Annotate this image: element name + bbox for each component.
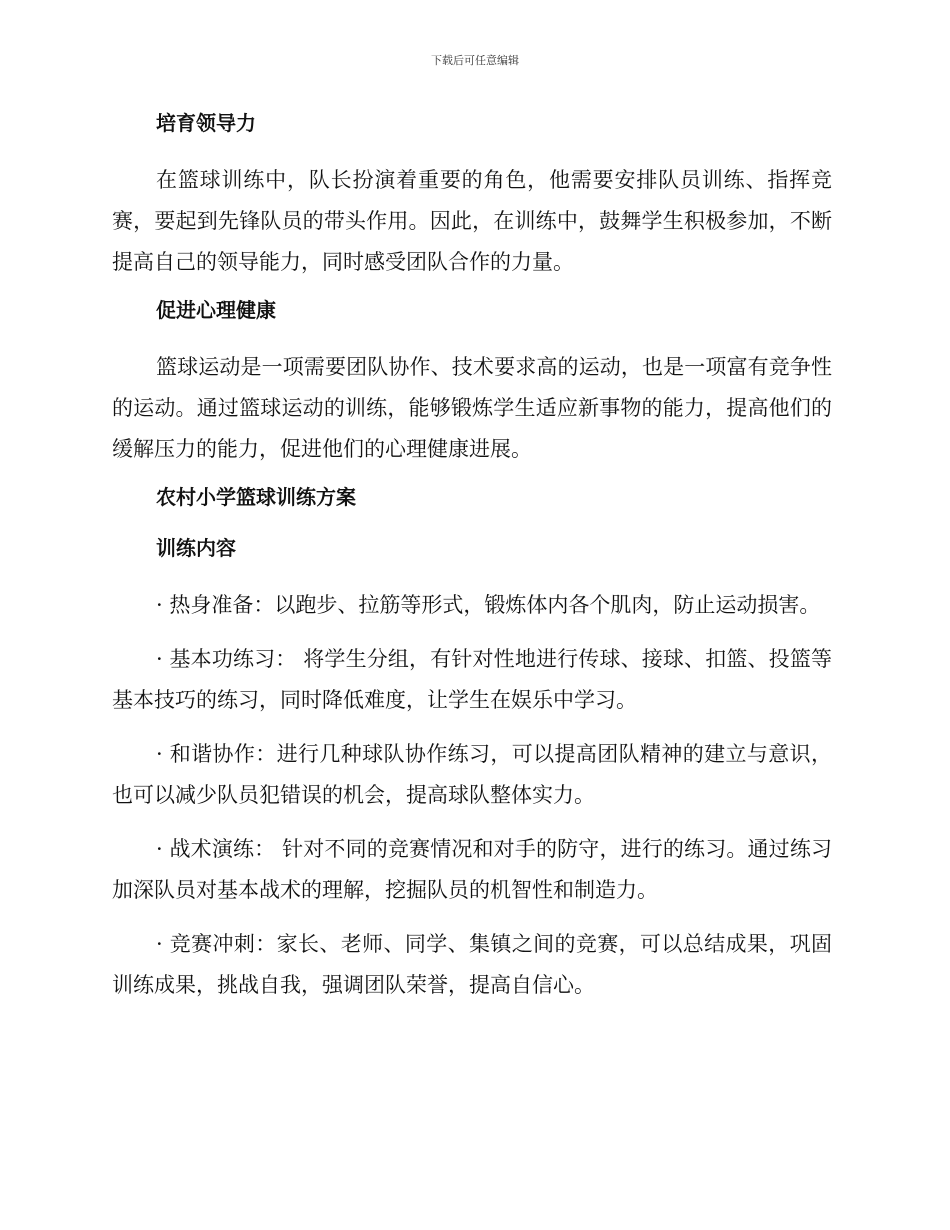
section-heading-mental-health: 促进心理健康 [156, 298, 276, 322]
paragraph-mental-health: 篮球运动是一项需要团队协作、技术要求高的运动，也是一项富有竞争性的运动。通过篮球运动的训练，能够锻炼学生适应新事物的能力，提高他们的缓解压力的能力，促进他们的心理健康进展。 [112, 355, 832, 461]
bullet-item-teamwork: · 和谐协作：进行几种球队协作练习，可以提高团队精神的建立与意识，也可以减少队员犯错误的机会，提高球队整体实力。 [112, 742, 832, 807]
document-body [112, 109, 832, 1019]
section-heading-training-plan: 农村小学篮球训练方案 [156, 485, 356, 509]
paragraph-leadership: 在篮球训练中，队长扮演着重要的角色，他需要安排队员训练、指挥竞赛，要起到先锋队员的带头作用。因此，在训练中，鼓舞学生积极参加，不断提高自己的领导能力，同时感受团队合作的力量。 [112, 168, 832, 274]
bullet-item-warmup: · 热身准备：以跑步、拉筋等形式，锻炼体内各个肌肉，防止运动损害。 [156, 593, 821, 617]
page-header: 下载后可任意编辑 [431, 54, 519, 67]
section-heading-leadership: 培育领导力 [156, 111, 256, 135]
bullet-item-fundamentals: · 基本功练习： 将学生分组，有针对性地进行传球、接球、扣篮、投篮等基本技巧的练习，同时降低难度，让学生在娱乐中学习。 [112, 647, 832, 712]
section-heading-training-content: 训练内容 [156, 536, 236, 560]
bullet-item-tactics: · 战术演练： 针对不同的竞赛情况和对手的防守，进行的练习。通过练习加深队员对基本战术的理解，挖掘队员的机智性和制造力。 [112, 837, 832, 902]
bullet-item-competition: · 竞赛冲刺：家长、老师、同学、集镇之间的竞赛，可以总结成果，巩固训练成果，挑战自我，强调团队荣誉，提高自信心。 [112, 932, 832, 997]
